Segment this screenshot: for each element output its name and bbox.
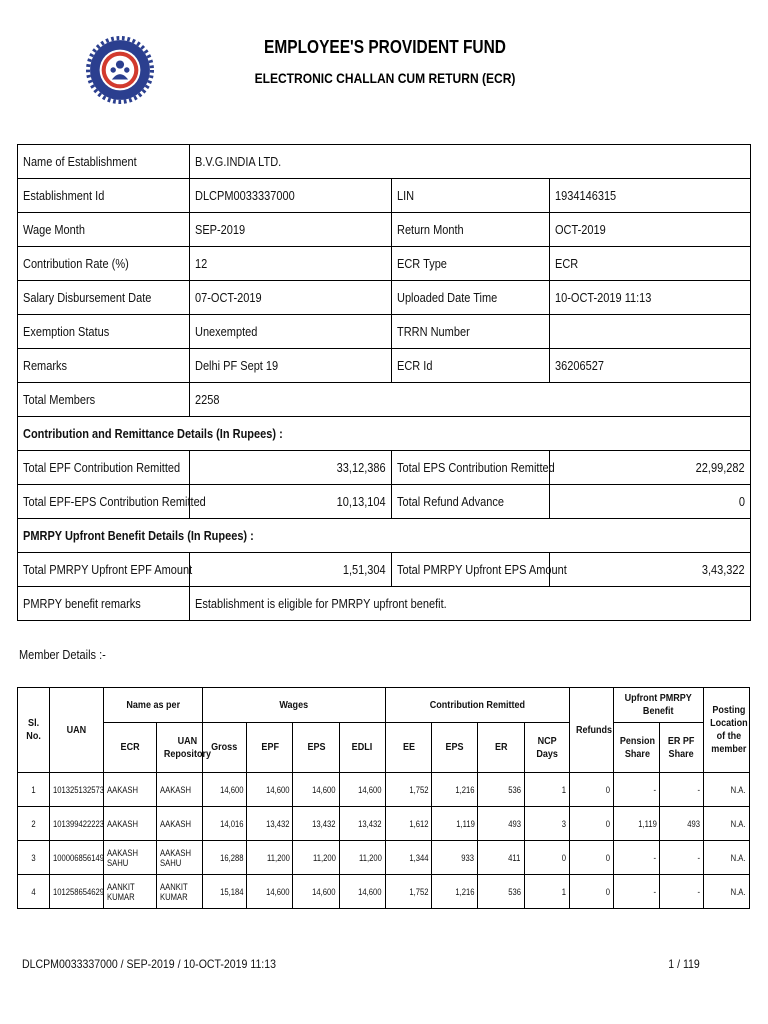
gross-cell: 14,600 — [202, 773, 246, 807]
ee-cell: 1,344 — [385, 841, 431, 875]
ee-cell: 1,612 — [385, 807, 431, 841]
eps-cell: 13,432 — [293, 807, 339, 841]
cell-label: Exemption Status — [18, 315, 190, 349]
remarks-value: Delhi PF Sept 19 — [190, 349, 392, 383]
edli-cell: 14,600 — [339, 773, 385, 807]
table-row — [18, 519, 751, 553]
ncp-days-cell: 3 — [524, 807, 569, 841]
table-row — [18, 213, 751, 247]
total-members-value: 2258 — [190, 383, 751, 417]
col-er: ER — [478, 723, 524, 773]
table-row — [18, 485, 751, 519]
contrib-eps-cell: 1,119 — [432, 807, 478, 841]
sl-no-cell: 4 — [18, 875, 50, 909]
col-name-as-per: Name as per — [104, 688, 203, 723]
col-posting-location: Posting Location of the member — [703, 688, 749, 773]
establishment-summary-table — [17, 144, 751, 621]
col-ecr-name: ECR — [104, 723, 156, 773]
ncp-days-cell: 1 — [524, 875, 569, 909]
ncp-days-cell: 0 — [524, 841, 569, 875]
pension-share-cell: - — [614, 841, 660, 875]
cell-label: Remarks — [18, 349, 190, 383]
contribution-rate-value: 12 — [190, 247, 392, 281]
col-uan-repository: UAN Repository — [156, 723, 202, 773]
col-contrib-eps: EPS — [432, 723, 478, 773]
table-row — [18, 553, 751, 587]
posting-location-cell: N.A. — [703, 773, 749, 807]
cell-label: Uploaded Date Time — [392, 281, 550, 315]
epf-cell: 14,600 — [247, 773, 293, 807]
refunds-cell: 0 — [569, 841, 613, 875]
cell-label: PMRPY benefit remarks — [18, 587, 190, 621]
ee-cell: 1,752 — [385, 773, 431, 807]
ecr-name-cell: AAKASH — [104, 773, 156, 807]
col-sl-no: Sl. No. — [18, 688, 50, 773]
contrib-eps-cell: 933 — [432, 841, 478, 875]
pension-share-cell: 1,119 — [614, 807, 660, 841]
ecr-type-value: ECR — [550, 247, 751, 281]
col-eps: EPS — [293, 723, 339, 773]
uan-cell: 100006856149 — [50, 841, 104, 875]
col-upfront-pmrpy: Upfront PMRPY Benefit — [614, 688, 703, 723]
table-row — [18, 773, 750, 807]
er-cell: 411 — [478, 841, 524, 875]
ncp-days-cell: 1 — [524, 773, 569, 807]
epf-cell: 13,432 — [247, 807, 293, 841]
uan-cell: 101399422223 — [50, 807, 104, 841]
table-row — [18, 315, 751, 349]
cell-label: Name of Establishment — [18, 145, 190, 179]
cell-label: Wage Month — [18, 213, 190, 247]
contrib-eps-cell: 1,216 — [432, 773, 478, 807]
establishment-id-value: DLCPM0033337000 — [190, 179, 392, 213]
sl-no-cell: 1 — [18, 773, 50, 807]
pmrpy-epf-value: 1,51,304 — [190, 553, 392, 587]
epf-eps-remitted-value: 10,13,104 — [190, 485, 392, 519]
refunds-cell: 0 — [569, 875, 613, 909]
uan-cell: 101325132573 — [50, 773, 104, 807]
sl-no-cell: 2 — [18, 807, 50, 841]
page-number: 1 / 119 — [668, 957, 700, 971]
col-uan: UAN — [50, 688, 104, 773]
epf-cell: 11,200 — [247, 841, 293, 875]
cell-label: Establishment Id — [18, 179, 190, 213]
member-details-label: Member Details :- — [19, 648, 106, 662]
table-row — [18, 875, 750, 909]
table-row — [18, 841, 750, 875]
repository-name-cell: AANKIT KUMAR — [156, 875, 202, 909]
ecr-name-cell: AANKIT KUMAR — [104, 875, 156, 909]
return-month-value: OCT-2019 — [550, 213, 751, 247]
footer-reference: DLCPM0033337000 / SEP-2019 / 10-OCT-2019 11:13 — [22, 957, 277, 971]
ecr-name-cell: AAKASH SAHU — [104, 841, 156, 875]
table-row — [18, 179, 751, 213]
cell-label: ECR Id — [392, 349, 550, 383]
er-pf-share-cell: 493 — [660, 807, 703, 841]
col-edli: EDLI — [339, 723, 385, 773]
epfo-logo-icon — [86, 36, 154, 104]
edli-cell: 14,600 — [339, 875, 385, 909]
cell-label: ECR Type — [392, 247, 550, 281]
gross-cell: 14,016 — [202, 807, 246, 841]
table-row — [18, 807, 750, 841]
col-ncp-days: NCP Days — [524, 723, 569, 773]
pension-share-cell: - — [614, 875, 660, 909]
col-gross: Gross — [202, 723, 246, 773]
establishment-name-value: B.V.G.INDIA LTD. — [190, 145, 751, 179]
table-row — [18, 281, 751, 315]
edli-cell: 13,432 — [339, 807, 385, 841]
cell-label: Total PMRPY Upfront EPF Amount — [18, 553, 190, 587]
salary-date-value: 07-OCT-2019 — [190, 281, 392, 315]
cell-label: Return Month — [392, 213, 550, 247]
er-pf-share-cell: - — [660, 875, 703, 909]
col-pension-share: Pension Share — [614, 723, 660, 773]
er-pf-share-cell: - — [660, 841, 703, 875]
wage-month-value: SEP-2019 — [190, 213, 392, 247]
sl-no-cell: 3 — [18, 841, 50, 875]
refunds-cell: 0 — [569, 773, 613, 807]
refund-advance-value: 0 — [550, 485, 751, 519]
cell-label: Contribution Rate (%) — [18, 247, 190, 281]
exemption-status-value: Unexempted — [190, 315, 392, 349]
col-epf: EPF — [247, 723, 293, 773]
cell-label: Total Refund Advance — [392, 485, 550, 519]
ecr-name-cell: AAKASH — [104, 807, 156, 841]
col-wages: Wages — [202, 688, 385, 723]
cell-label: Total Members — [18, 383, 190, 417]
table-row — [18, 587, 751, 621]
repository-name-cell: AAKASH SAHU — [156, 841, 202, 875]
repository-name-cell: AAKASH — [156, 807, 202, 841]
table-row — [18, 247, 751, 281]
cell-label: Total EPF-EPS Contribution Remitted — [18, 485, 190, 519]
header-row — [18, 723, 750, 773]
pmrpy-remarks-value: Establishment is eligible for PMRPY upfront benefit. — [190, 587, 751, 621]
gross-cell: 15,184 — [202, 875, 246, 909]
table-row — [18, 451, 751, 485]
posting-location-cell: N.A. — [703, 807, 749, 841]
epf-remitted-value: 33,12,386 — [190, 451, 392, 485]
er-pf-share-cell: - — [660, 773, 703, 807]
repository-name-cell: AAKASH — [156, 773, 202, 807]
col-er-pf-share: ER PF Share — [660, 723, 703, 773]
er-cell: 493 — [478, 807, 524, 841]
table-row — [18, 145, 751, 179]
pmrpy-eps-value: 3,43,322 — [550, 553, 751, 587]
refunds-cell: 0 — [569, 807, 613, 841]
header-row — [18, 688, 750, 723]
member-details-table — [17, 687, 750, 909]
posting-location-cell: N.A. — [703, 841, 749, 875]
cell-label: LIN — [392, 179, 550, 213]
posting-location-cell: N.A. — [703, 875, 749, 909]
er-cell: 536 — [478, 875, 524, 909]
epf-cell: 14,600 — [247, 875, 293, 909]
lin-value: 1934146315 — [550, 179, 751, 213]
cell-label: Total EPF Contribution Remitted — [18, 451, 190, 485]
cell-label: Salary Disbursement Date — [18, 281, 190, 315]
col-ee: EE — [385, 723, 431, 773]
uploaded-date-value: 10-OCT-2019 11:13 — [550, 281, 751, 315]
gross-cell: 16,288 — [202, 841, 246, 875]
eps-cell: 11,200 — [293, 841, 339, 875]
er-cell: 536 — [478, 773, 524, 807]
uan-cell: 101258654629 — [50, 875, 104, 909]
cell-label: Total PMRPY Upfront EPS Amount — [392, 553, 550, 587]
table-row — [18, 417, 751, 451]
page-title: EMPLOYEE'S PROVIDENT FUND — [264, 37, 506, 57]
trrn-value — [550, 315, 751, 349]
table-row — [18, 383, 751, 417]
eps-cell: 14,600 — [293, 773, 339, 807]
edli-cell: 11,200 — [339, 841, 385, 875]
ecr-id-value: 36206527 — [550, 349, 751, 383]
contribution-section-heading: Contribution and Remittance Details (In Rupees) : — [18, 417, 751, 451]
col-contribution-remitted: Contribution Remitted — [385, 688, 569, 723]
eps-remitted-value: 22,99,282 — [550, 451, 751, 485]
pension-share-cell: - — [614, 773, 660, 807]
contrib-eps-cell: 1,216 — [432, 875, 478, 909]
pmrpy-section-heading: PMRPY Upfront Benefit Details (In Rupees) : — [18, 519, 751, 553]
eps-cell: 14,600 — [293, 875, 339, 909]
cell-label: Total EPS Contribution Remitted — [392, 451, 550, 485]
ee-cell: 1,752 — [385, 875, 431, 909]
col-refunds: Refunds — [569, 688, 613, 773]
page-subtitle: ELECTRONIC CHALLAN CUM RETURN (ECR) — [254, 70, 516, 86]
table-row — [18, 349, 751, 383]
cell-label: TRRN Number — [392, 315, 550, 349]
